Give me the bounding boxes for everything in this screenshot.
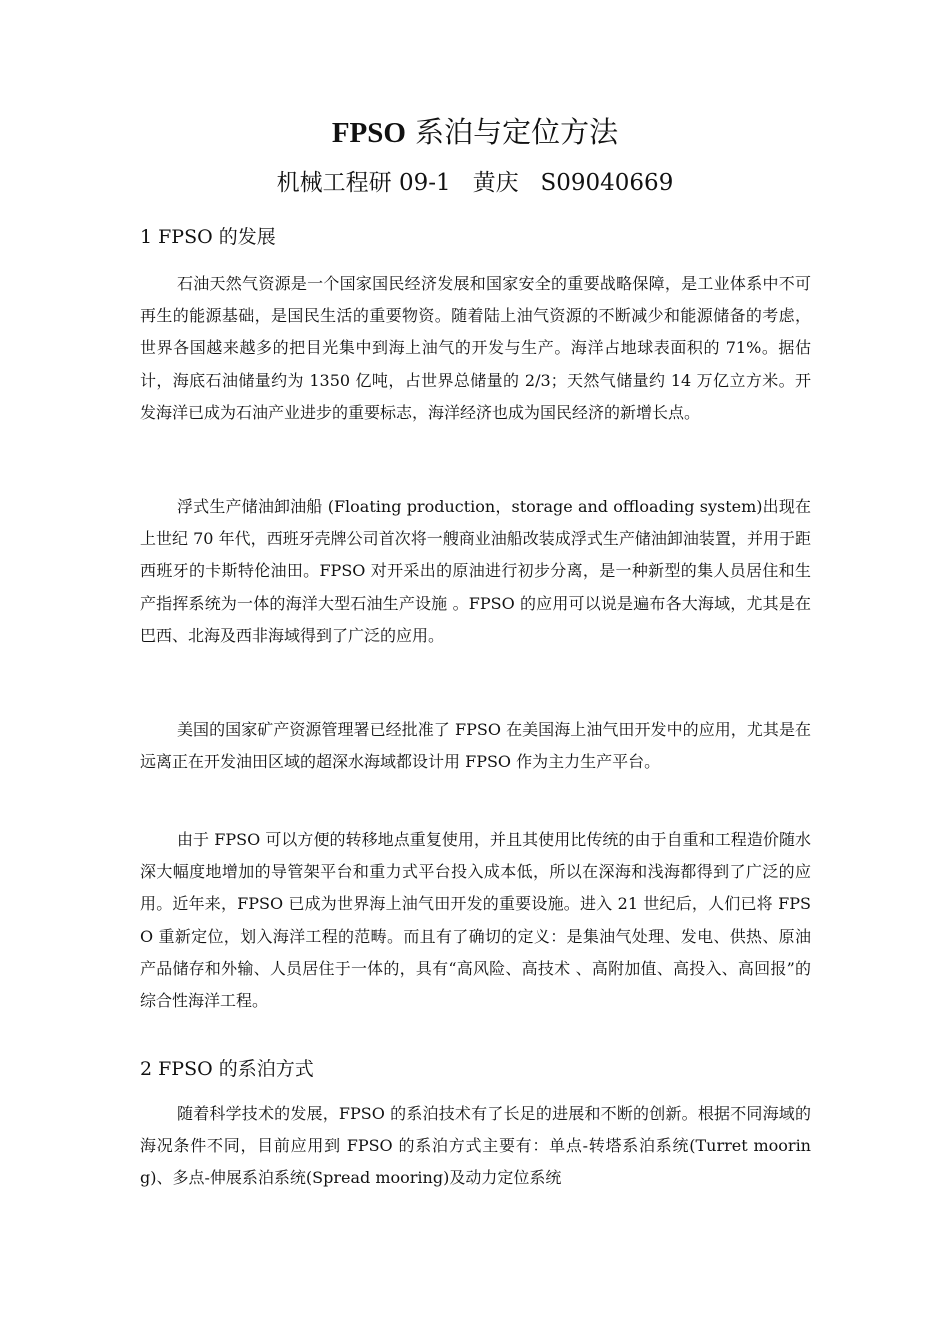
- page-title-cjk: 系泊与定位方法: [405, 115, 619, 149]
- paragraph-2: 浮式生产储油卸油船 (Floating production，storage and offloading system)出现在上世纪 70 年代，西班牙壳牌公司首次将一艘商业油船改装成浮式生产储油卸油装置，并用于距西班牙的卡斯特伦油田。FPSO 对开采出的原油进行初步分离，是一种新型的集人员居住和生产指挥系统为一体的海洋大型石油生产设施 。FPSO 的应用可以说是遍布各大海域，尤其是在巴西、北海及西非海域得到了广泛的应用。: [140, 497, 811, 645]
- paragraph-5: 随着科学技术的发展，FPSO 的系泊技术有了长足的进展和不断的创新。根据不同海域的海况条件不同，目前应用到 FPSO 的系泊方式主要有：单点-转塔系泊系统(Turret mooring)、多点-伸展系泊系统(Spread mooring)及动力定位系统: [140, 1104, 811, 1188]
- page-title: [0, 112, 950, 153]
- section-heading-2: 2 FPSO 的系泊方式: [140, 1058, 314, 1080]
- paragraph-3: 美国的国家矿产资源管理署已经批准了 FPSO 在美国海上油气田开发中的应用，尤其是在远离正在开发油田区域的超深水海域都设计用 FPSO 作为主力生产平台。: [140, 720, 811, 772]
- author-line: 机械工程研 09-1 黄庆 S09040669: [276, 170, 674, 196]
- page-title-latin: FPSO: [331, 117, 406, 149]
- section-heading-1: 1 FPSO 的发展: [140, 226, 276, 248]
- paragraph-1: 石油天然气资源是一个国家国民经济发展和国家安全的重要战略保障，是工业体系中不可再生的能源基础，是国民生活的重要物资。随着陆上油气资源的不断减少和能源储备的考虑，世界各国越来越多的把目光集中到海上油气的开发与生产。海洋占地球表面积的 71%。据估计，海底石油储量约为 1350 亿吨，占世界总储量的 2/3；天然气储量约 14 万亿立方米。开发海洋已成为石油产业进步的重要标志，海洋经济也成为国民经济的新增长点。: [140, 274, 811, 422]
- paragraph-4: 由于 FPSO 可以方便的转移地点重复使用，并且其使用比传统的由于自重和工程造价随水深大幅度地增加的导管架平台和重力式平台投入成本低，所以在深海和浅海都得到了广泛的应用。近年来，FPSO 已成为世界海上油气田开发的重要设施。进入 21 世纪后，人们已将 FPSO 重新定位，划入海洋工程的范畴。而且有了确切的定义：是集油气处理、发电、供热、原油产品储存和外输、人员居住于一体的，具有“高风险、高技术 、高附加值、高投入、高回报”的综合性海洋工程。: [140, 830, 811, 1011]
